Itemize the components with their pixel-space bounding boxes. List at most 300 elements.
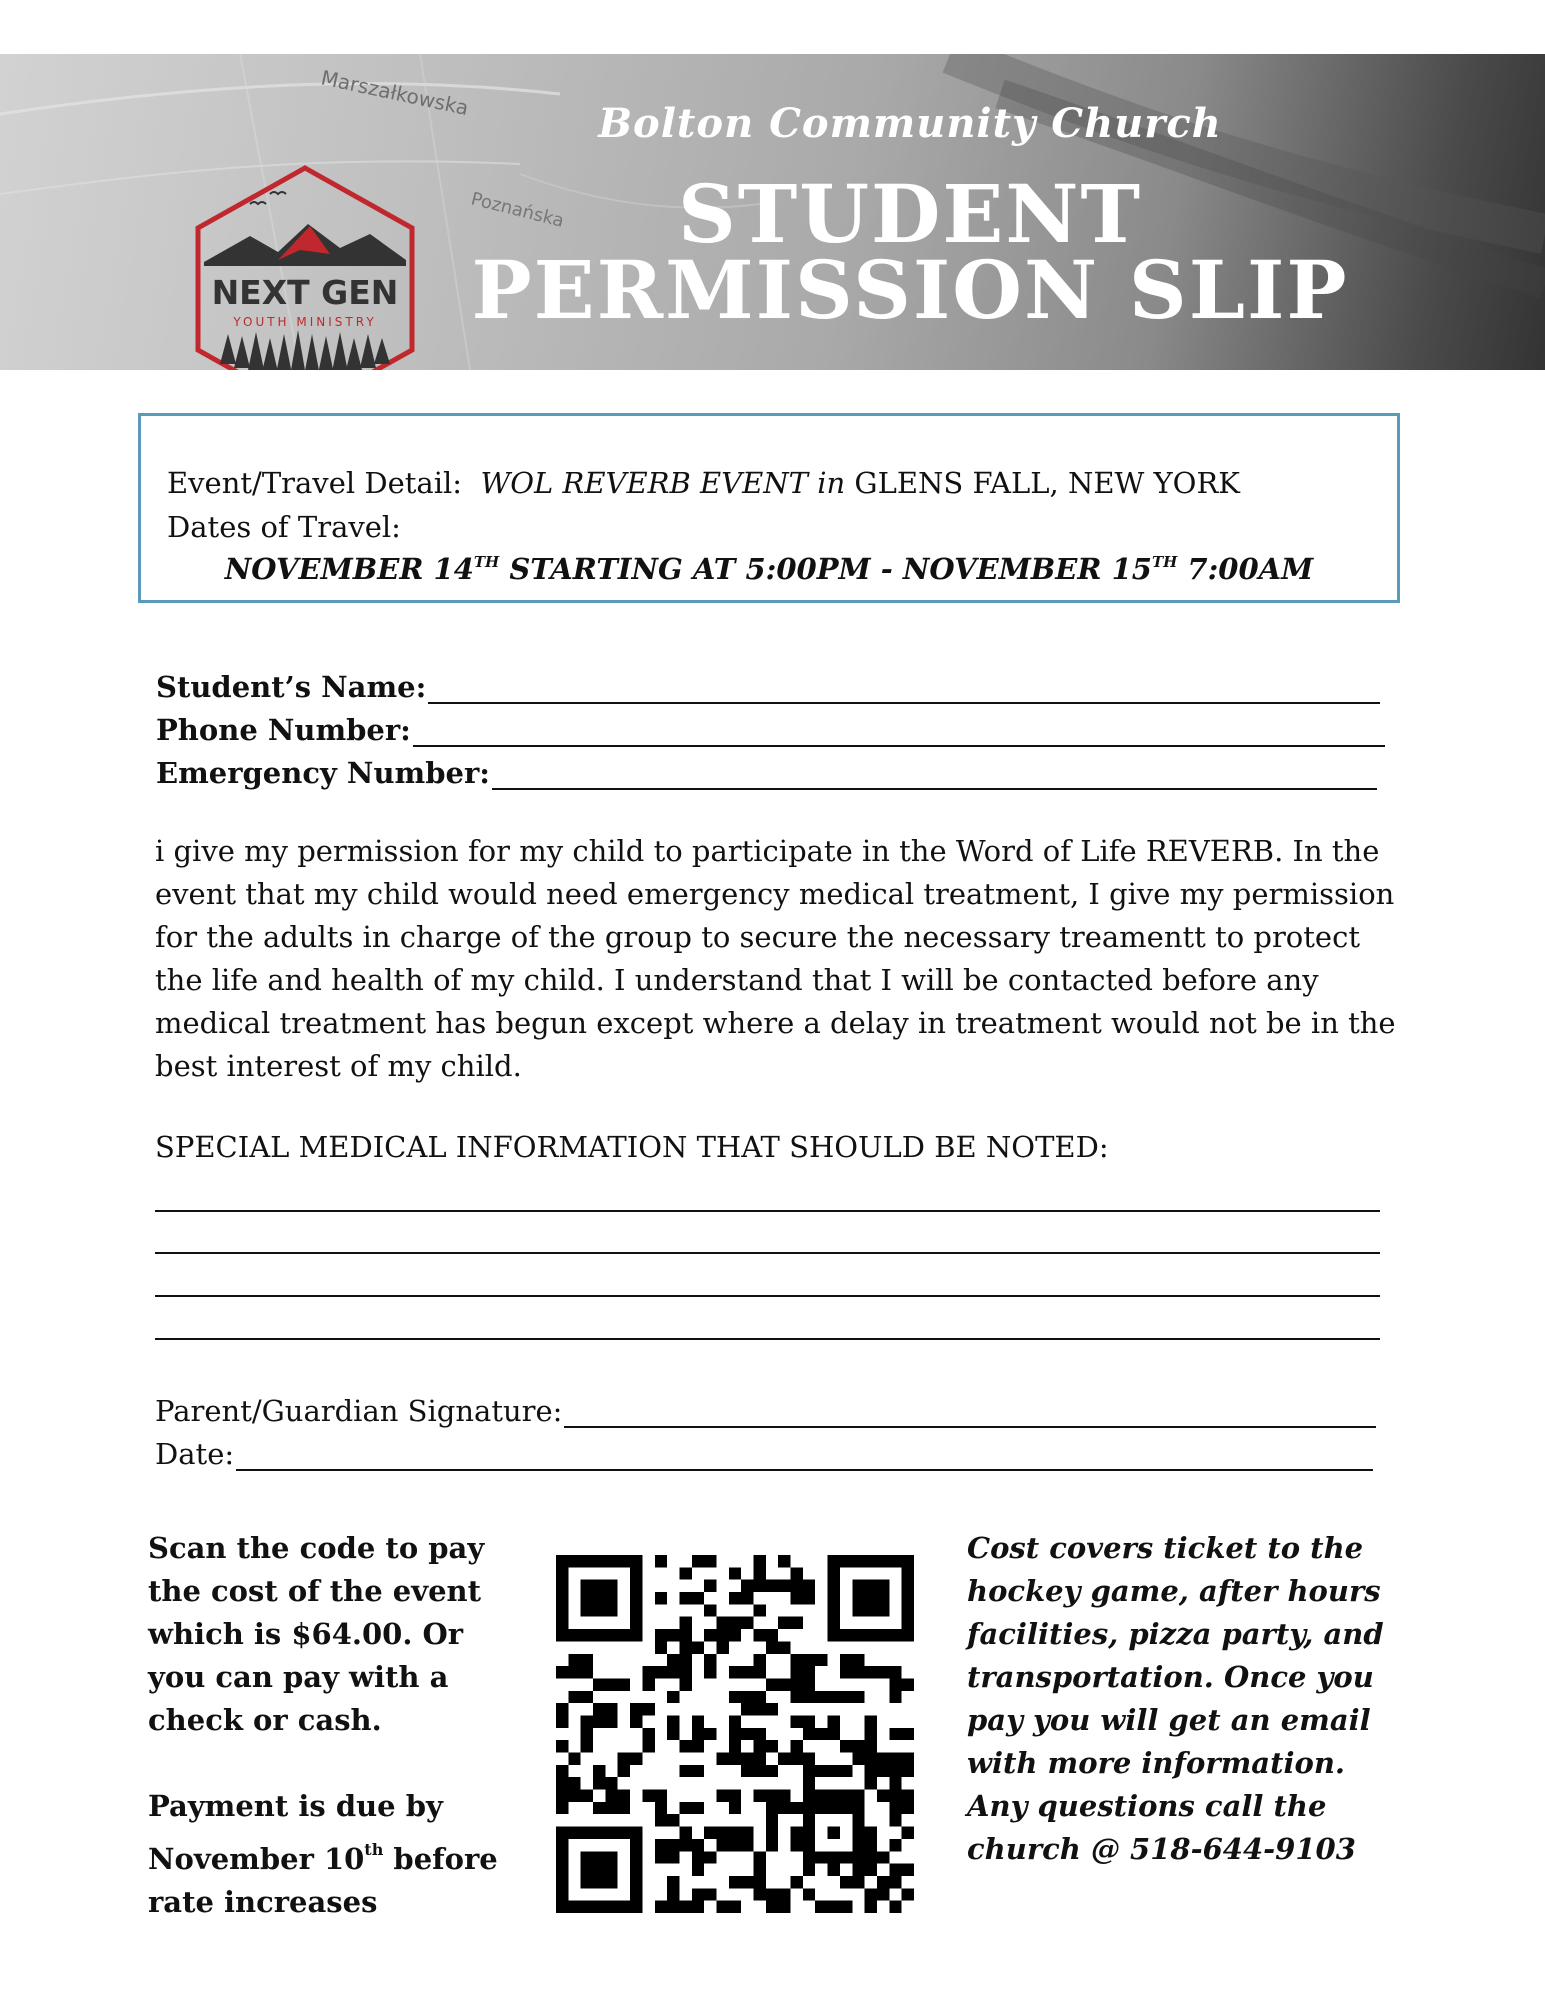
qr-module — [741, 1592, 753, 1604]
qr-module — [581, 1901, 593, 1913]
qr-module — [716, 1790, 728, 1802]
qr-code-icon[interactable] — [556, 1555, 914, 1913]
qr-module — [778, 1901, 790, 1913]
qr-module — [877, 1592, 889, 1604]
qr-module — [852, 1654, 864, 1666]
qr-module — [679, 1740, 691, 1752]
qr-module — [828, 1629, 840, 1641]
qr-module — [581, 1555, 593, 1567]
qr-module — [815, 1790, 827, 1802]
qr-module — [618, 1629, 630, 1641]
qr-module — [630, 1715, 642, 1727]
cost-information: Cost covers ticket to the hockey game, after hours facilities, pizza party, and transportation. Once you pay you will get an email with more information. Any questions call the church @ 518-644-9103 — [967, 1531, 1384, 1866]
qr-module — [605, 1802, 617, 1814]
qr-module — [754, 1629, 766, 1641]
qr-module — [581, 1864, 593, 1876]
qr-module — [815, 1802, 827, 1814]
emergency-number-blank[interactable] — [492, 760, 1377, 790]
qr-module — [877, 1629, 889, 1641]
qr-module — [902, 1765, 914, 1777]
qr-module — [729, 1629, 741, 1641]
map-label: Marszałkowska — [318, 65, 471, 121]
qr-module — [803, 1753, 815, 1765]
emergency-number-label: Emergency Number: — [156, 756, 490, 790]
qr-module — [667, 1839, 679, 1851]
qr-module — [741, 1703, 753, 1715]
qr-module — [605, 1790, 617, 1802]
qr-module — [556, 1777, 568, 1789]
qr-module — [877, 1666, 889, 1678]
qr-module — [889, 1629, 901, 1641]
qr-module — [865, 1592, 877, 1604]
medical-info-line[interactable] — [155, 1338, 1380, 1340]
qr-module — [852, 1851, 864, 1863]
qr-module — [877, 1765, 889, 1777]
qr-module — [865, 1888, 877, 1900]
page-title-line1: STUDENT — [677, 167, 1143, 261]
qr-module — [852, 1790, 864, 1802]
qr-module — [642, 1740, 654, 1752]
qr-module — [902, 1580, 914, 1592]
qr-module — [889, 1802, 901, 1814]
qr-module — [704, 1728, 716, 1740]
student-name-field[interactable] — [156, 664, 1380, 704]
qr-module — [828, 1827, 840, 1839]
qr-module — [889, 1666, 901, 1678]
qr-module — [877, 1876, 889, 1888]
qr-module — [679, 1678, 691, 1690]
qr-module — [828, 1728, 840, 1740]
qr-module — [729, 1827, 741, 1839]
medical-info-line[interactable] — [155, 1210, 1380, 1212]
qr-module — [852, 1864, 864, 1876]
qr-module — [902, 1617, 914, 1629]
qr-module — [803, 1765, 815, 1777]
qr-module — [692, 1728, 704, 1740]
qr-module — [815, 1654, 827, 1666]
map-label: Poznańska — [468, 188, 567, 232]
qr-module — [902, 1604, 914, 1616]
qr-module — [655, 1592, 667, 1604]
qr-module — [568, 1790, 580, 1802]
qr-module — [778, 1641, 790, 1653]
qr-module — [877, 1790, 889, 1802]
qr-module — [852, 1555, 864, 1567]
qr-module — [679, 1901, 691, 1913]
qr-module — [642, 1678, 654, 1690]
qr-module — [605, 1678, 617, 1690]
qr-module — [729, 1666, 741, 1678]
qr-module — [581, 1666, 593, 1678]
qr-module — [828, 1555, 840, 1567]
qr-module — [630, 1567, 642, 1579]
qr-module — [667, 1851, 679, 1863]
qr-module — [791, 1666, 803, 1678]
church-name: Bolton Community Church — [598, 100, 1222, 147]
qr-module — [803, 1580, 815, 1592]
qr-module — [704, 1580, 716, 1592]
qr-module — [852, 1666, 864, 1678]
qr-module — [889, 1876, 901, 1888]
qr-module — [556, 1567, 568, 1579]
qr-module — [877, 1580, 889, 1592]
qr-module — [556, 1839, 568, 1851]
qr-module — [729, 1715, 741, 1727]
qr-module — [593, 1876, 605, 1888]
qr-module — [581, 1580, 593, 1592]
travel-dates: NOVEMBER 14TH STARTING AT 5:00PM - NOVEMBER 15TH 7:00AM — [224, 552, 1314, 586]
qr-module — [877, 1888, 889, 1900]
qr-module — [568, 1629, 580, 1641]
qr-module — [754, 1753, 766, 1765]
qr-module — [828, 1864, 840, 1876]
qr-module — [630, 1851, 642, 1863]
qr-module — [679, 1802, 691, 1814]
qr-module — [581, 1691, 593, 1703]
qr-module — [865, 1555, 877, 1567]
phone-number-label: Phone Number: — [156, 713, 411, 747]
date-blank[interactable] — [236, 1441, 1373, 1471]
event-details-box — [138, 413, 1400, 603]
qr-module — [655, 1901, 667, 1913]
qr-module — [692, 1802, 704, 1814]
qr-module — [630, 1753, 642, 1765]
payment-due-text: Payment is due by November 10th before rate increases — [148, 1789, 498, 1919]
qr-module — [791, 1715, 803, 1727]
qr-module — [593, 1901, 605, 1913]
qr-module — [828, 1567, 840, 1579]
qr-module — [655, 1851, 667, 1863]
medical-info-heading: SPECIAL MEDICAL INFORMATION THAT SHOULD BE NOTED: — [155, 1130, 1109, 1164]
qr-module — [889, 1678, 901, 1690]
phone-number-blank[interactable] — [413, 717, 1385, 747]
qr-module — [667, 1629, 679, 1641]
qr-module — [630, 1827, 642, 1839]
logo-main-text: NEXT GEN — [211, 273, 399, 312]
qr-module — [902, 1567, 914, 1579]
qr-module — [828, 1715, 840, 1727]
qr-module — [902, 1753, 914, 1765]
qr-module — [593, 1851, 605, 1863]
qr-module — [692, 1864, 704, 1876]
next-gen-logo — [190, 164, 420, 370]
event-location: GLENS FALL, NEW YORK — [854, 466, 1240, 500]
qr-module — [716, 1641, 728, 1653]
qr-module — [865, 1604, 877, 1616]
qr-module — [791, 1827, 803, 1839]
medical-info-line[interactable] — [155, 1252, 1380, 1254]
qr-module — [556, 1851, 568, 1863]
qr-module — [655, 1839, 667, 1851]
qr-module — [618, 1802, 630, 1814]
qr-module — [704, 1827, 716, 1839]
qr-module — [902, 1864, 914, 1876]
qr-module — [865, 1901, 877, 1913]
qr-module — [605, 1901, 617, 1913]
qr-module — [630, 1876, 642, 1888]
qr-module — [803, 1666, 815, 1678]
qr-module — [815, 1691, 827, 1703]
qr-module — [556, 1629, 568, 1641]
qr-module — [889, 1790, 901, 1802]
qr-module — [729, 1740, 741, 1752]
qr-module — [568, 1777, 580, 1789]
qr-module — [704, 1604, 716, 1616]
event-name: WOL REVERB EVENT in — [480, 466, 846, 500]
qr-module — [630, 1888, 642, 1900]
qr-module — [605, 1604, 617, 1616]
qr-module — [630, 1604, 642, 1616]
qr-module — [679, 1765, 691, 1777]
qr-module — [815, 1765, 827, 1777]
qr-module — [568, 1901, 580, 1913]
qr-module — [766, 1814, 778, 1826]
qr-module — [704, 1851, 716, 1863]
qr-module — [667, 1876, 679, 1888]
qr-module — [852, 1827, 864, 1839]
qr-module — [605, 1629, 617, 1641]
qr-module — [865, 1765, 877, 1777]
qr-module — [791, 1580, 803, 1592]
scan-to-pay-text: Scan the code to pay the cost of the event which is $64.00. Or you can pay with a check or cash. — [148, 1531, 485, 1737]
qr-module — [840, 1790, 852, 1802]
qr-module — [865, 1715, 877, 1727]
qr-module — [581, 1604, 593, 1616]
qr-module — [630, 1580, 642, 1592]
qr-module — [778, 1617, 790, 1629]
qr-module — [729, 1901, 741, 1913]
qr-module — [840, 1654, 852, 1666]
qr-module — [581, 1740, 593, 1752]
qr-module — [741, 1617, 753, 1629]
qr-module — [803, 1592, 815, 1604]
qr-module — [803, 1691, 815, 1703]
qr-module — [704, 1666, 716, 1678]
qr-module — [828, 1617, 840, 1629]
qr-module — [865, 1827, 877, 1839]
qr-module — [593, 1802, 605, 1814]
qr-module — [865, 1629, 877, 1641]
qr-module — [778, 1580, 790, 1592]
qr-module — [815, 1851, 827, 1863]
qr-module — [766, 1765, 778, 1777]
qr-module — [593, 1555, 605, 1567]
qr-module — [865, 1851, 877, 1863]
qr-module — [605, 1703, 617, 1715]
qr-module — [581, 1715, 593, 1727]
payment-instructions — [148, 1527, 508, 1924]
qr-module — [815, 1728, 827, 1740]
qr-module — [877, 1851, 889, 1863]
qr-module — [754, 1604, 766, 1616]
qr-module — [741, 1580, 753, 1592]
qr-module — [865, 1580, 877, 1592]
qr-module — [692, 1839, 704, 1851]
qr-module — [679, 1592, 691, 1604]
qr-module — [766, 1641, 778, 1653]
date-label: Date: — [155, 1437, 235, 1471]
qr-module — [791, 1617, 803, 1629]
emergency-number-field[interactable] — [156, 750, 1377, 790]
qr-module — [778, 1555, 790, 1567]
qr-module — [754, 1666, 766, 1678]
qr-module — [729, 1876, 741, 1888]
qr-module — [556, 1864, 568, 1876]
qr-module — [593, 1678, 605, 1690]
qr-module — [716, 1839, 728, 1851]
qr-module — [605, 1555, 617, 1567]
qr-module — [741, 1827, 753, 1839]
qr-module — [791, 1802, 803, 1814]
qr-module — [605, 1827, 617, 1839]
qr-module — [556, 1666, 568, 1678]
qr-module — [741, 1765, 753, 1777]
qr-module — [655, 1790, 667, 1802]
qr-module — [902, 1802, 914, 1814]
qr-module — [754, 1790, 766, 1802]
qr-module — [704, 1555, 716, 1567]
qr-module — [556, 1604, 568, 1616]
qr-module — [766, 1827, 778, 1839]
qr-module — [828, 1691, 840, 1703]
event-detail-label: Event/Travel Detail: — [167, 466, 463, 500]
qr-module — [791, 1654, 803, 1666]
qr-module — [630, 1901, 642, 1913]
qr-module — [729, 1617, 741, 1629]
qr-module — [766, 1678, 778, 1690]
qr-module — [716, 1827, 728, 1839]
qr-module — [729, 1592, 741, 1604]
qr-module — [766, 1901, 778, 1913]
qr-module — [877, 1753, 889, 1765]
qr-module — [655, 1666, 667, 1678]
qr-module — [630, 1629, 642, 1641]
qr-module — [716, 1753, 728, 1765]
qr-module — [852, 1876, 864, 1888]
qr-module — [692, 1740, 704, 1752]
qr-module — [655, 1814, 667, 1826]
qr-module — [618, 1827, 630, 1839]
event-detail-line — [167, 466, 1240, 500]
qr-module — [778, 1678, 790, 1690]
qr-module — [741, 1666, 753, 1678]
signature-field[interactable] — [155, 1388, 1376, 1428]
qr-module — [902, 1728, 914, 1740]
qr-module — [754, 1765, 766, 1777]
qr-module — [655, 1802, 667, 1814]
student-name-label: Student’s Name: — [156, 670, 427, 704]
qr-module — [902, 1790, 914, 1802]
qr-module — [605, 1580, 617, 1592]
qr-module — [803, 1790, 815, 1802]
qr-module — [865, 1864, 877, 1876]
medical-info-line[interactable] — [155, 1295, 1380, 1297]
qr-module — [766, 1888, 778, 1900]
qr-module — [840, 1629, 852, 1641]
qr-module — [741, 1753, 753, 1765]
qr-module — [741, 1728, 753, 1740]
qr-module — [791, 1691, 803, 1703]
qr-module — [593, 1777, 605, 1789]
student-name-blank[interactable] — [428, 674, 1380, 704]
qr-module — [828, 1851, 840, 1863]
qr-module — [568, 1753, 580, 1765]
qr-module — [556, 1901, 568, 1913]
qr-module — [556, 1740, 568, 1752]
qr-module — [828, 1802, 840, 1814]
qr-module — [692, 1715, 704, 1727]
qr-module — [556, 1765, 568, 1777]
qr-module — [840, 1666, 852, 1678]
qr-module — [741, 1876, 753, 1888]
qr-module — [803, 1802, 815, 1814]
qr-module — [852, 1814, 864, 1826]
signature-blank[interactable] — [564, 1398, 1376, 1428]
qr-module — [679, 1827, 691, 1839]
qr-module — [593, 1715, 605, 1727]
qr-module — [840, 1740, 852, 1752]
qr-module — [593, 1864, 605, 1876]
qr-module — [865, 1753, 877, 1765]
qr-module — [889, 1753, 901, 1765]
qr-module — [766, 1790, 778, 1802]
qr-module — [865, 1777, 877, 1789]
qr-module — [889, 1555, 901, 1567]
qr-module — [568, 1654, 580, 1666]
qr-module — [902, 1827, 914, 1839]
qr-module — [902, 1629, 914, 1641]
qr-module — [754, 1740, 766, 1752]
qr-module — [828, 1790, 840, 1802]
qr-module — [605, 1851, 617, 1863]
qr-module — [741, 1691, 753, 1703]
qr-module — [692, 1765, 704, 1777]
qr-module — [692, 1592, 704, 1604]
qr-module — [593, 1765, 605, 1777]
logo-sub-text: YOUTH MINISTRY — [233, 315, 377, 329]
qr-module — [791, 1678, 803, 1690]
qr-module — [556, 1876, 568, 1888]
qr-module — [630, 1592, 642, 1604]
qr-module — [568, 1691, 580, 1703]
qr-module — [729, 1790, 741, 1802]
qr-module — [803, 1678, 815, 1690]
qr-module — [865, 1740, 877, 1752]
phone-number-field[interactable] — [156, 707, 1385, 747]
qr-module — [556, 1617, 568, 1629]
qr-module — [716, 1617, 728, 1629]
qr-module — [704, 1654, 716, 1666]
qr-module — [642, 1790, 654, 1802]
qr-module — [754, 1580, 766, 1592]
qr-module — [791, 1740, 803, 1752]
qr-module — [630, 1864, 642, 1876]
qr-module — [754, 1654, 766, 1666]
qr-module — [581, 1654, 593, 1666]
qr-module — [593, 1703, 605, 1715]
qr-module — [889, 1777, 901, 1789]
qr-module — [618, 1753, 630, 1765]
date-field[interactable] — [155, 1431, 1373, 1471]
qr-module — [828, 1580, 840, 1592]
qr-module — [605, 1715, 617, 1727]
qr-module — [754, 1851, 766, 1863]
qr-module — [852, 1691, 864, 1703]
dates-label: Dates of Travel: — [167, 510, 401, 544]
qr-module — [852, 1580, 864, 1592]
qr-module — [852, 1839, 864, 1851]
qr-module — [667, 1654, 679, 1666]
